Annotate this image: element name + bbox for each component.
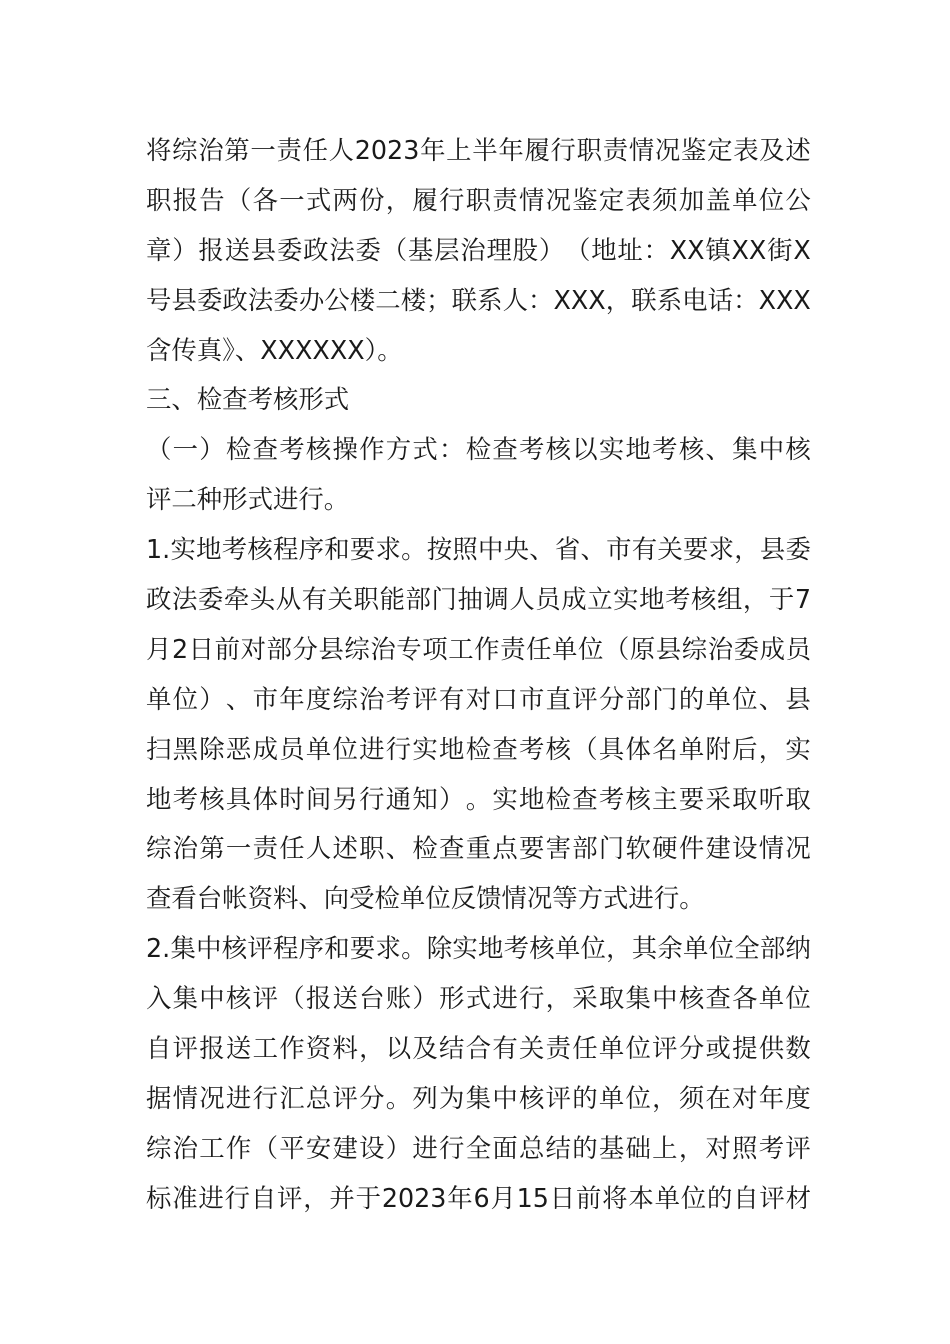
section-heading: 三、检查考核形式 [146,384,350,415]
body-line: 入 集 中 核 评 （ 报 送 台 账 ） 形 式 进 行 ， 采 取 集 中 核 查 各 单 位 [146,983,811,1014]
document-body [146,126,811,1224]
body-line: （ 一 ） 检 查 考 核 操 作 方 式 ： 检 查 考 核 以 实 地 考 核 、 集 中 核 [146,434,811,465]
body-line: 2. 集 中 核 评 程 序 和 要 求 。 除 实 地 考 核 单 位 ， 其 余 单 位 全 部 纳 [146,933,811,964]
body-line: 章 ） 报 送 县 委 政 法 委 （ 基 层 治 理 股 ） （ 地 址 ： XX 镇 XX 街 X [146,234,811,265]
body-line: 综 治 工 作 （ 平 安 建 设 ） 进 行 全 面 总 结 的 基 础 上 ， 对 照 考 评 [146,1132,811,1163]
body-line: 自 评 报 送 工 作 资 料 ， 以 及 结 合 有 关 责 任 单 位 评 分 或 提 供 数 [146,1033,811,1064]
body-line: 扫 黑 除 恶 成 员 单 位 进 行 实 地 检 查 考 核 （ 具 体 名 单 附 后 ， 实 [146,733,811,764]
body-line: 标 准 进 行 自 评 ， 并 于 2023 年 6 月 15 日 前 将 本 单 位 的 自 评 材 [146,1182,811,1213]
body-line: 1. 实 地 考 核 程 序 和 要 求 。 按 照 中 央 、 省 、 市 有 关 要 求 ， 县 委 [146,534,811,565]
body-line: 综 治 第 一 责 任 人 述 职 、 检 查 重 点 要 害 部 门 软 硬 件 建 设 情 况 [146,833,811,864]
body-line: 将 综 治 第 一 责 任 人 2023 年 上 半 年 履 行 职 责 情 况 鉴 定 表 及 述 [146,135,811,165]
body-line: 职 报 告 （ 各 一 式 两 份 ， 履 行 职 责 情 况 鉴 定 表 须 加 盖 单 位 公 [146,184,811,215]
body-line: 含传真》、XXXXXX）。 [146,334,403,365]
body-line: 评二种形式进行。 [146,484,350,515]
body-line: 月 2 日 前 对 部 分 县 综 治 专 项 工 作 责 任 单 位 （ 原 县 综 治 委 成 员 [146,633,811,664]
body-line: 号 县 委 政 法 委 办 公 楼 二 楼 ； 联 系 人 ： XXX ， 联 系 电 话 ： XXX [146,284,811,315]
body-line: 政 法 委 牵 头 从 有 关 职 能 部 门 抽 调 人 员 成 立 实 地 考 核 组 ， 于 7 [146,584,811,615]
body-line: 查看台帐资料、向受检单位反馈情况等方式进行。 [146,883,705,914]
body-line: 单 位 ） 、 市 年 度 综 治 考 评 有 对 口 市 直 评 分 部 门 的 单 位 、 县 [146,683,811,714]
body-line: 地 考 核 具 体 时 间 另 行 通 知 ） 。 实 地 检 查 考 核 主 要 采 取 听 取 [146,783,811,814]
body-line: 据 情 况 进 行 汇 总 评 分 。 列 为 集 中 核 评 的 单 位 ， 须 在 对 年 度 [146,1082,811,1113]
